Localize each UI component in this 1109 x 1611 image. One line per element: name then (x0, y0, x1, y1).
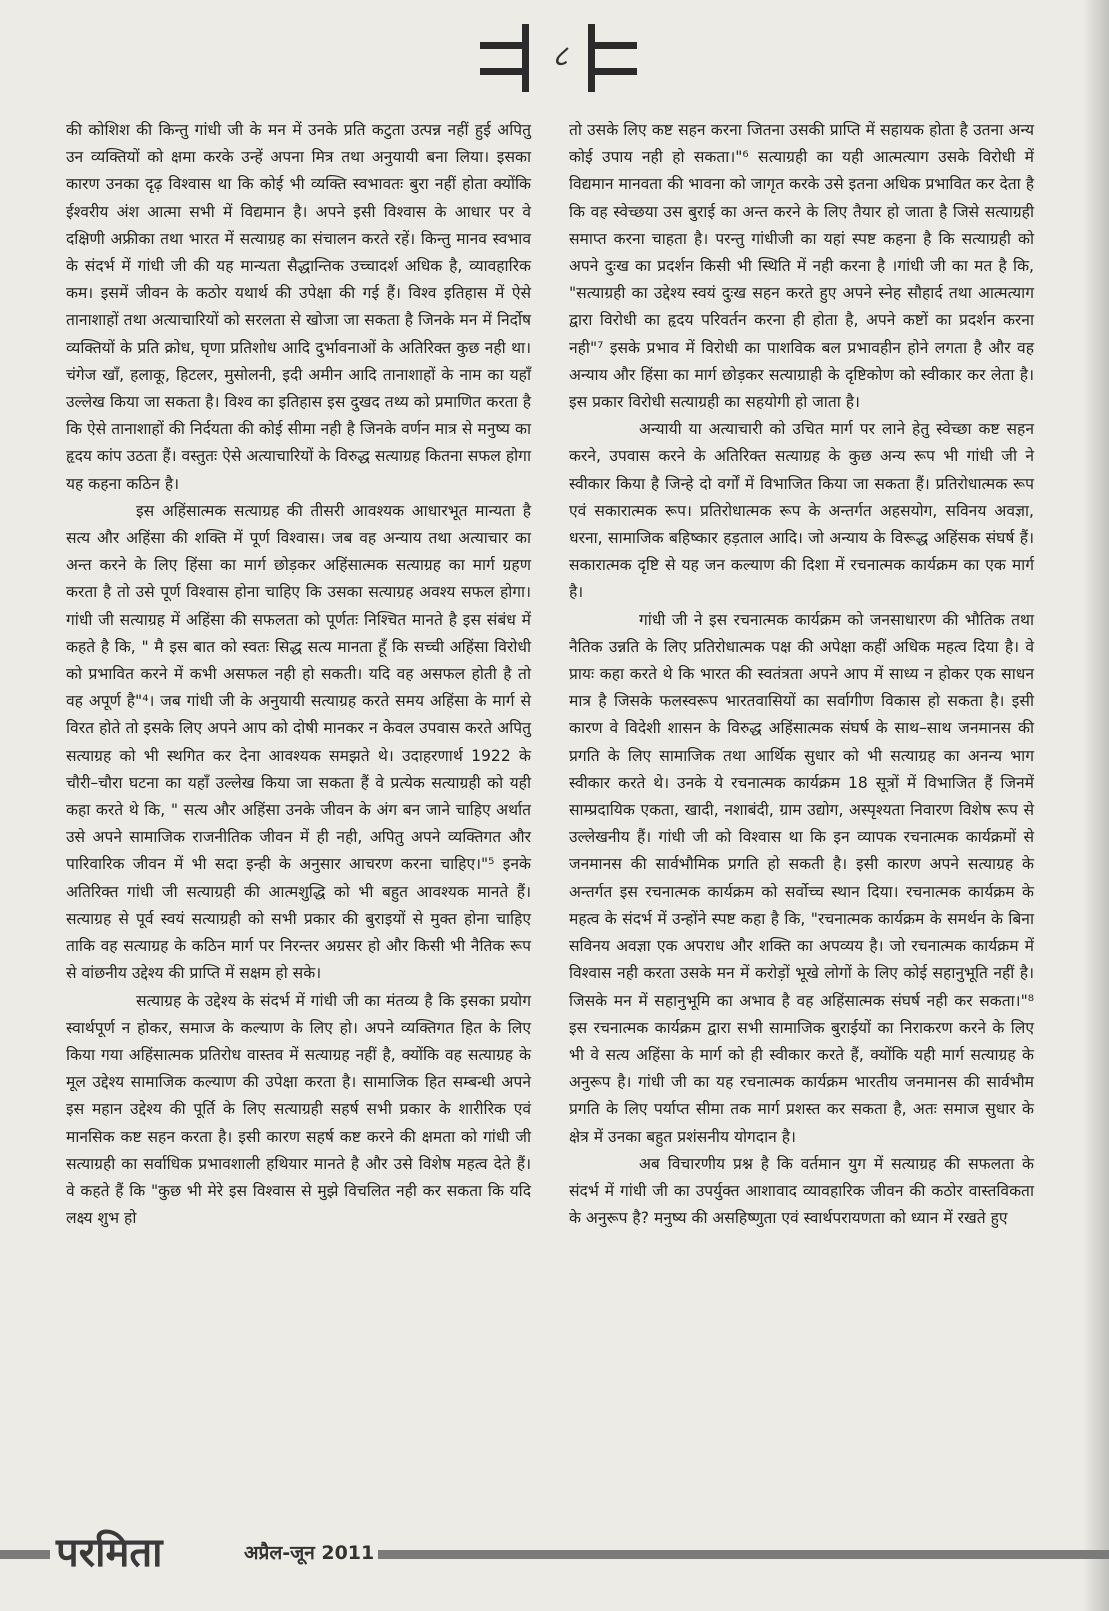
paragraph: की कोशिश की किन्तु गांधी जी के मन में उनके प्रति कटुता उत्पन्न नहीं हुई अपितु उन व्यक्तियों को क्षमा करके उन्हें अपना मित्र तथा अनुयायी बना लिया। इसका कारण उनका दृढ़ विश्वास था कि कोई भी व्यक्ति स्वभावतः बुरा नहीं होता क्योंकि ईश्वरीय अंश आत्मा सभी में विद्यमान है। अपने इसी विश्वास के आधार पर वे दक्षिणी अफ्रीका तथा भारत में सत्याग्रह का संचालन करते रहें। किन्तु मानव स्वभाव के संदर्भ में गांधी जी की यह मान्यता सैद्धान्तिक उच्चादर्श अधिक है, व्यावहारिक कम। इसमें जीवन के कठोर यथार्थ की उपेक्षा की गई हैं। विश्व इतिहास में ऐसे तानाशाहों तथा अत्याचारियों को सरलता से खोजा जा सकता है जिनके मन में निर्दोष व्यक्तियों के प्रति क्रोध, घृणा प्रतिशोध आदि दुर्भावनाओं के अतिरिक्त कुछ नही था। चंगेज खाँ, हलाकू, हिटलर, मुसोलनी, इदी अमीन आदि तानाशाहों के नाम का यहाँ उल्लेख किया जा सकता है। विश्व का इतिहास इस दुखद तथ्य को प्रमाणित करता है कि ऐसे तानाशाहों की निर्दयता की कोई सीमा नही है जिनके वर्णन मात्र से मनुष्य का हृदय कांप उठता हैं। वस्तुतः ऐसे अत्याचारियों के विरुद्ध सत्याग्रह कितना सफल होगा यह कहना कठिन है। (66, 121, 531, 493)
paragraph: सत्याग्रह के उद्देश्य के संदर्भ में गांधी जी का मंतव्य है कि इसका प्रयोग स्वार्थपूर्ण न होकर, समाज के कल्याण के लिए हो। अपने व्यक्तिगत हित के लिए किया गया अहिंसात्मक प्रतिरोध वास्तव में सत्याग्रह नहीं है, क्योंकि वह सत्याग्रह के मूल उद्देश्य सामाजिक कल्याण की उपेक्षा करता है। सामाजिक हित सम्बन्धी अपने इस महान उद्देश्य की पूर्ति के लिए सत्याग्रही सहर्ष सभी प्रकार के शारीरिक एवं मानसिक कष्ट सहन करता है। इसी कारण सहर्ष कष्ट करने की क्षमता को गांधी जी सत्याग्रही का सर्वाधिक प्रभावशाली हथियार मानते है और उसे विशेष महत्व देते हैं। वे कहते हैं कि "कुछ भी मेरे इस विश्वास से मुझे विचलित नही कर सकता कि यदि लक्ष्य शुभ हो (66, 991, 531, 1228)
page-edge-shadow (1083, 0, 1109, 1611)
paragraph: गांधी जी ने इस रचनात्मक कार्यक्रम को जनसाधारण की भौतिक तथा नैतिक उन्नति के लिए प्रतिरोधात्मक पक्ष की अपेक्षा कहीं अधिक महत्व दिया है। वे प्रायः कहा करते थे कि भारत की स्वतंत्रता अपने आप में साध्य न होकर एक साधन मात्र है जिसके फलस्वरूप भारतवासियों का सर्वागीण विकास हो सकता है। इसी कारण वे विदेशी शासन के विरुद्ध अहिंसात्मक संघर्ष के साथ–साथ जनमानस की प्रगति के लिए सामाजिक तथा आर्थिक सुधार को भी सत्याग्रह का अनन्य भाग स्वीकार करते थे। उनके ये रचनात्मक कार्यक्रम 18 सूत्रों में विभाजित हैं जिनमें साम्प्रदायिक एकता, खादी, नशाबंदी, ग्राम उद्योग, अस्पृश्यता निवारण विशेष रूप से उल्लेखनीय हैं। गांधी जी को विश्वास था कि इन व्यापक रचनात्मक कार्यक्रमों से जनमानस की सार्वभौमिक प्रगति हो सकती है। इसी कारण अपने सत्याग्रह के अन्तर्गत इस रचनात्मक कार्यक्रम को सर्वोच्च स्थान दिया। रचनात्मक कार्यक्रम के महत्व के संदर्भ में उन्होंने स्पष्ट कहा है कि, "रचनात्मक कार्यक्रम के समर्थन के बिना सविनय अवज्ञा एक अपराध और शक्ति का अपव्यय है। जो रचनात्मक कार्यक्रम में विश्वास नही करता उसके मन में करोड़ों भूखे लोगों के लिए कोई सहानुभूति नहीं है। जिसके मन में सहानुभूमि का अभाव है वह अहिंसात्मक संघर्ष नही कर सकता।"⁸ इस रचनात्मक कार्यक्रम द्वारा सभी सामाजिक बुराईयों का निराकरण करने के लिए भी वे सत्य अहिंसा के मार्ग को ही स्वीकार करते हैं, क्योंकि यही मार्ग सत्याग्रह के अनुरूप है। गांधी जी का यह रचनात्मक कार्यक्रम भारतीय जनमानस की सार्वभौम प्रगति के लिए पर्याप्त सीमा तक मार्ग प्रशस्त कर सकता है, अतः समाज सुधार के क्षेत्र में उनका बहुत प्रशंसनीय योगदान है। (569, 610, 1034, 1146)
page-number: ८ (552, 39, 568, 74)
paragraph: इस अहिंसात्मक सत्याग्रह की तीसरी आवश्यक आधारभूत मान्यता है सत्य और अहिंसा की शक्ति में पूर्ण विश्वास। जब वह अन्याय तथा अत्याचार का अन्त करने के लिए हिंसा का मार्ग छोड़कर अहिंसात्मक सत्याग्रह का मार्ग ग्रहण करता है तो उसे पूर्ण विश्वास होना चाहिए कि उसका सत्याग्रह अवश्य सफल होगा। गांधी जी सत्याग्रह में अहिंसा की सफलता को पूर्णतः निश्चित मानते है इस संबंध में कहते है कि, " मै इस बात को स्वतः सिद्ध सत्य मानता हूँ कि सच्ची अहिंसा विरोधी को प्रभावित करने में कभी असफल नही हो सकती। यदि वह असफल होती है तो वह अपूर्ण है"⁴। जब गांधी जी के अनुयायी सत्याग्रह करते समय अहिंसा के मार्ग से विरत होते तो इसके लिए अपने आप को दोषी मानकर न केवल उपवास करते अपितु सत्याग्रह को भी स्थगित कर देना आवश्यक समझते थे। उदाहरणार्थ 1922 के चौरी–चौरा घटना का यहाँ उल्लेख किया जा सकता हैं वे प्रत्येक सत्याग्रही को यही कहा करते थे कि, " सत्य और अहिंसा उनके जीवन के अंग बन जाने चाहिए अर्थात उसे अपने सामाजिक राजनीतिक जीवन में ही नही, अपितु अपने व्यक्तिगत और पारिवारिक जीवन में भी सदा इन्ही के अनुसार आचरण करना चाहिए।"⁵ इनके अतिरिक्त गांधी जी सत्याग्रही की आत्मशुद्धि को भी बहुत आवश्यक मानते हैं। सत्याग्रह से पूर्व स्वयं सत्याग्रही को सभी प्रकार की बुराइयों से मुक्त होना चाहिए ताकि वह सत्याग्रह के कठिन मार्ग पर निरन्तर अग्रसर हो और किसी भी नैतिक रूप से वांछनीय उद्देश्य की प्राप्ति में सक्षम हो सके। (66, 501, 531, 983)
footer-rule-right (378, 1550, 1109, 1559)
left-column (66, 117, 531, 1232)
issue-date: अप्रैल-जून 2011 (244, 1542, 375, 1564)
page-number-ornament (480, 18, 640, 98)
paragraph: अब विचारणीय प्रश्न है कि वर्तमान युग में सत्याग्रह की सफलता के संदर्भ में गांधी जी का उपर्युक्त आशावाद व्यावहारिक जीवन की कठोर वास्तविकता के अनुरूप है? मनुष्य की असहिष्णुता एवं स्वार्थपरायणता को ध्यान में रखते हुए (569, 1154, 1034, 1228)
right-column (569, 117, 1034, 1232)
paragraph: अन्यायी या अत्याचारी को उचित मार्ग पर लाने हेतु स्वेच्छा कष्ट सहन करने, उपवास करने के अतिरिक्त सत्याग्रह के कुछ अन्य रूप भी गांधी जी ने स्वीकार किया है जिन्हे दो वर्गों में विभाजित किया जा सकता हैं। प्रतिरोधात्मक रूप एवं सकारात्मक रूप। प्रतिरोधात्मक रूप के अन्तर्गत अहसयोग, सविनय अवज्ञा, धरना, सामाजिक बहिष्कार हड़ताल आदि। जो अन्याय के विरूद्ध अहिंसक संघर्ष हैं। सकारात्मक दृष्टि से यह जन कल्याण की दिशा में रचनात्मक कार्यक्रम का एक मार्ग है। (569, 420, 1034, 602)
magazine-title: परमिता (56, 1530, 163, 1576)
paragraph: तो उसके लिए कष्ट सहन करना जितना उसकी प्राप्ति में सहायक होता है उतना अन्य कोई उपाय नही हो सकता।"⁶ सत्याग्रही का यही आत्मत्याग उसके विरोधी में विद्यमान मानवता की भावना को जागृत करके उसे इतना अधिक प्रभावित कर देता है कि वह स्वेच्छया उस बुराई का अन्त करने के लिए तैयार हो जाता है जिसे सत्याग्रही समाप्त करना चाहता है। परन्तु गांधीजी का यहां स्पष्ट कहना है कि सत्याग्रही को अपने दुःख का प्रदर्शन किसी भी स्थिति में नही करना है ।गांधी जी का मत है कि, "सत्याग्रही का उद्देश्य स्वयं दुःख सहन करते हुए अपने स्नेह सौहार्द तथा आत्मत्याग द्वारा विरोधी का हृदय परिवर्तन करना ही होता है, अपने कष्टों का प्रदर्शन करना नही"⁷ इसके प्रभाव में विरोधी का पाशविक बल प्रभावहीन होने लगता है और वह अन्याय और हिंसा का मार्ग छोड़कर सत्याग्राही के दृष्टिकोण को स्वीकार कर लेता है। इस प्रकार विरोधी सत्याग्रही का सहयोगी हो जाता है। (569, 121, 1034, 412)
footer-rule-left (0, 1550, 50, 1559)
page-footer (0, 1528, 1109, 1588)
